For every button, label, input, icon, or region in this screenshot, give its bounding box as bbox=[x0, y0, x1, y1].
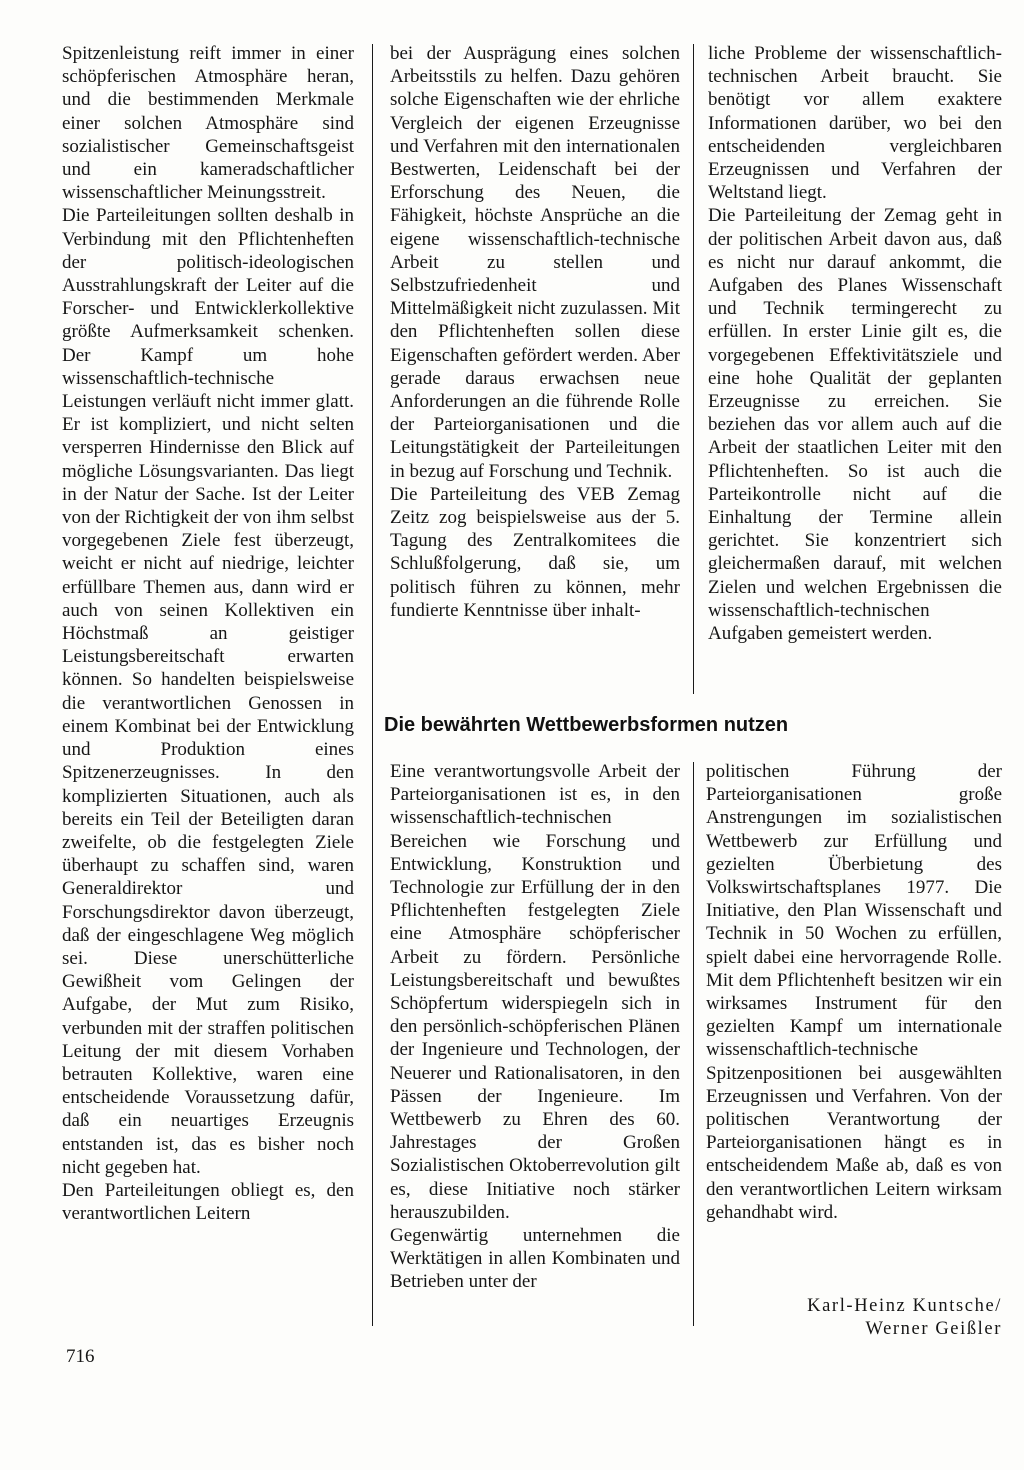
col1-paragraph-2: Die Parteileitungen sollten deshalb in Verbindung mit den Pflichtenheften der politisch-ideologischen Ausstrahlungskraft der Leiter auf die Forscher- und Entwicklerkollektive größte Aufmerksamkeit schenken. Der Kampf um hohe wissenschaftlich-technische Leistungen verläuft nicht immer glatt. Er ist kompliziert, und nicht selten versperren Hindernisse den Blick auf mögliche Lösungsvarianten. Das liegt in der Natur der Sache. Ist der Leiter von der Richtigkeit der von ihm selbst vorgegebenen Ziele fest überzeugt, weicht er nicht auf niedrige, leichter erfüllbare Themen aus, dann wird er auch von seinen Kollektiven ein Höchstmaß an geistiger Leistungsbereitschaft erwarten können. So handelten beispielsweise die verantwortlichen Genossen in einem Kombinat bei der Entwicklung und Produktion eines Spitzenerzeugnisses. In den komplizierten Situationen, auch als bereits ein Teil der Beteiligten daran zweifelte, ob die festgelegten Ziele überhaupt zu schaffen sind, waren Generaldirektor und Forschungsdirektor davon überzeugt, daß der eingeschlagene Weg möglich sei. Diese unerschütterliche Gewißheit vom Gelingen der Aufgabe, der Mut zum Risiko, verbunden mit der straffen politischen Leitung der mit diesem Vorhaben betrauten Kollektive, waren eine entscheidende Voraussetzung dafür, daß ein neuartiges Erzeugnis entstanden ist, das es bisher noch nicht gegeben hat. bbox=[62, 205, 354, 1178]
column-divider-1 bbox=[372, 44, 373, 1326]
column-divider-3 bbox=[693, 762, 694, 1326]
col1-paragraph-3: Den Parteileitungen obliegt es, den verantwortlichen Leitern bbox=[62, 1179, 354, 1225]
column-2 bbox=[390, 42, 680, 702]
col1-paragraph-1: Spitzenleistung reift immer in einer schöpferischen Atmosphäre heran, und die bestimmenden Merkmale einer solchen Atmosphäre sind sozialistischer Gemeinschaftsgeist und ein kameradschaftlicher wissenschaftlicher Meinungsstreit. bbox=[62, 43, 354, 204]
col5-paragraph-1: politischen Führung der Parteiorganisationen große Anstrengungen im sozialistischen Wettbewerb zur Erfüllung und gezielten Überbietung des Volkswirtschaftsplanes 1977. Die Initiative, den Plan Wissenschaft und Technik in 50 Wochen zu erfüllen, spielt dabei eine hervorragende Rolle. Mit dem Pflichtenheft besitzen wir ein wirksames Instrument für den gezielten Kampf um internationale wissenschaftlich-technische Spitzenpositionen bei ausgewählten Erzeugnissen und Verfahren. Von der politischen Verantwortung der Parteiorganisationen hängt es in entscheidendem Maße ab, daß es von den verantwortlichen Leitern wirksam gehandhabt wird. bbox=[706, 761, 1002, 1223]
author-line-2: Werner Geißler bbox=[865, 1319, 1002, 1339]
column-4 bbox=[390, 760, 680, 1330]
column-5 bbox=[706, 760, 1002, 1250]
column-3 bbox=[708, 42, 1002, 702]
column-1 bbox=[62, 42, 354, 1322]
section-heading: Die bewährten Wettbewerbsformen nutzen bbox=[384, 714, 789, 736]
col4-paragraph-2: Gegenwärtig unternehmen die Werktätigen in allen Kombinaten und Betrieben unter der bbox=[390, 1225, 680, 1293]
col3-paragraph-2: Die Parteileitung der Zemag geht in der politischen Arbeit davon aus, daß es nicht nur darauf ankommt, die Aufgaben des Planes Wissenschaft und Technik termingerecht zu erfüllen. In erster Linie gilt es, die vorgegebenen Effektivitätsziele und eine hohe Qualität der geplanten Erzeugnisse zu erreichen. Sie beziehen das vor allem auch auf die Arbeit der staatlichen Leiter mit den Pflichtenheften. So ist auch die Parteikontrolle nicht auf die Einhaltung der Termine allein gerichtet. Sie konzentriert sich gleichermaßen darauf, mit welchen Zielen und welchen Ergebnissen die wissenschaftlich-technischen Aufgaben gemeistert werden. bbox=[708, 205, 1002, 645]
col4-paragraph-1: Eine verantwortungsvolle Arbeit der Parteiorganisationen ist es, in den wissenschaftlich-technischen Bereichen wie Forschung und Entwicklung, Konstruktion und Technologie zur Erfüllung der in den Pflichtenheften festgelegten Ziele eine Atmosphäre schöpferischer Arbeit zu fördern. Persönliche Leistungsbereitschaft und bewußtes Schöpfertum widerspiegeln sich in den persönlich-schöpferischen Plänen der Ingenieure und Technologen, der Neuerer und Rationalisatoren, in den Pässen der Ingenieure. Im Wettbewerb zu Ehren des 60. Jahrestages der Großen Sozialistischen Oktoberrevolution gilt es, diese Initiative noch stärker herauszubilden. bbox=[390, 761, 680, 1223]
column-divider-2 bbox=[693, 44, 694, 694]
col2-paragraph-2: Die Parteileitung des VEB Zemag Zeitz zog beispielsweise aus der 5. Tagung des Zentralkomitees die Schlußfolgerung, daß sie, um politisch führen zu können, mehr fundierte Kenntnisse über inhalt- bbox=[390, 483, 680, 621]
col3-paragraph-1: liche Probleme der wissenschaftlich-technischen Arbeit braucht. Sie benötigt vor allem exaktere Informationen darüber, wo bei den entscheidenden vergleichbaren Erzeugnissen und Verfahren der Weltstand liegt. bbox=[708, 43, 1002, 204]
page-number: 716 bbox=[66, 1346, 95, 1367]
author-line-1: Karl-Heinz Kuntsche/ bbox=[807, 1296, 1002, 1316]
col2-paragraph-1: bei der Ausprägung eines solchen Arbeitsstils zu helfen. Dazu gehören solche Eigenschaften wie der ehrliche Vergleich der eigenen Erzeugnisse und Verfahren mit den internationalen Bestwerten, Leidenschaft bei der Erforschung des Neuen, die Fähigkeit, höchste Ansprüche an die eigene wissenschaftlich-technische Arbeit zu stellen und Selbstzufriedenheit und Mittelmäßigkeit nicht zuzulassen. Mit den Pflichtenheften sollen diese Eigenschaften gefördert werden. Aber gerade daraus erwachsen neue Anforderungen an die führende Rolle der Parteiorganisationen und die Leitungstätigkeit der Parteileitungen in bezug auf Forschung und Technik. bbox=[390, 43, 680, 482]
